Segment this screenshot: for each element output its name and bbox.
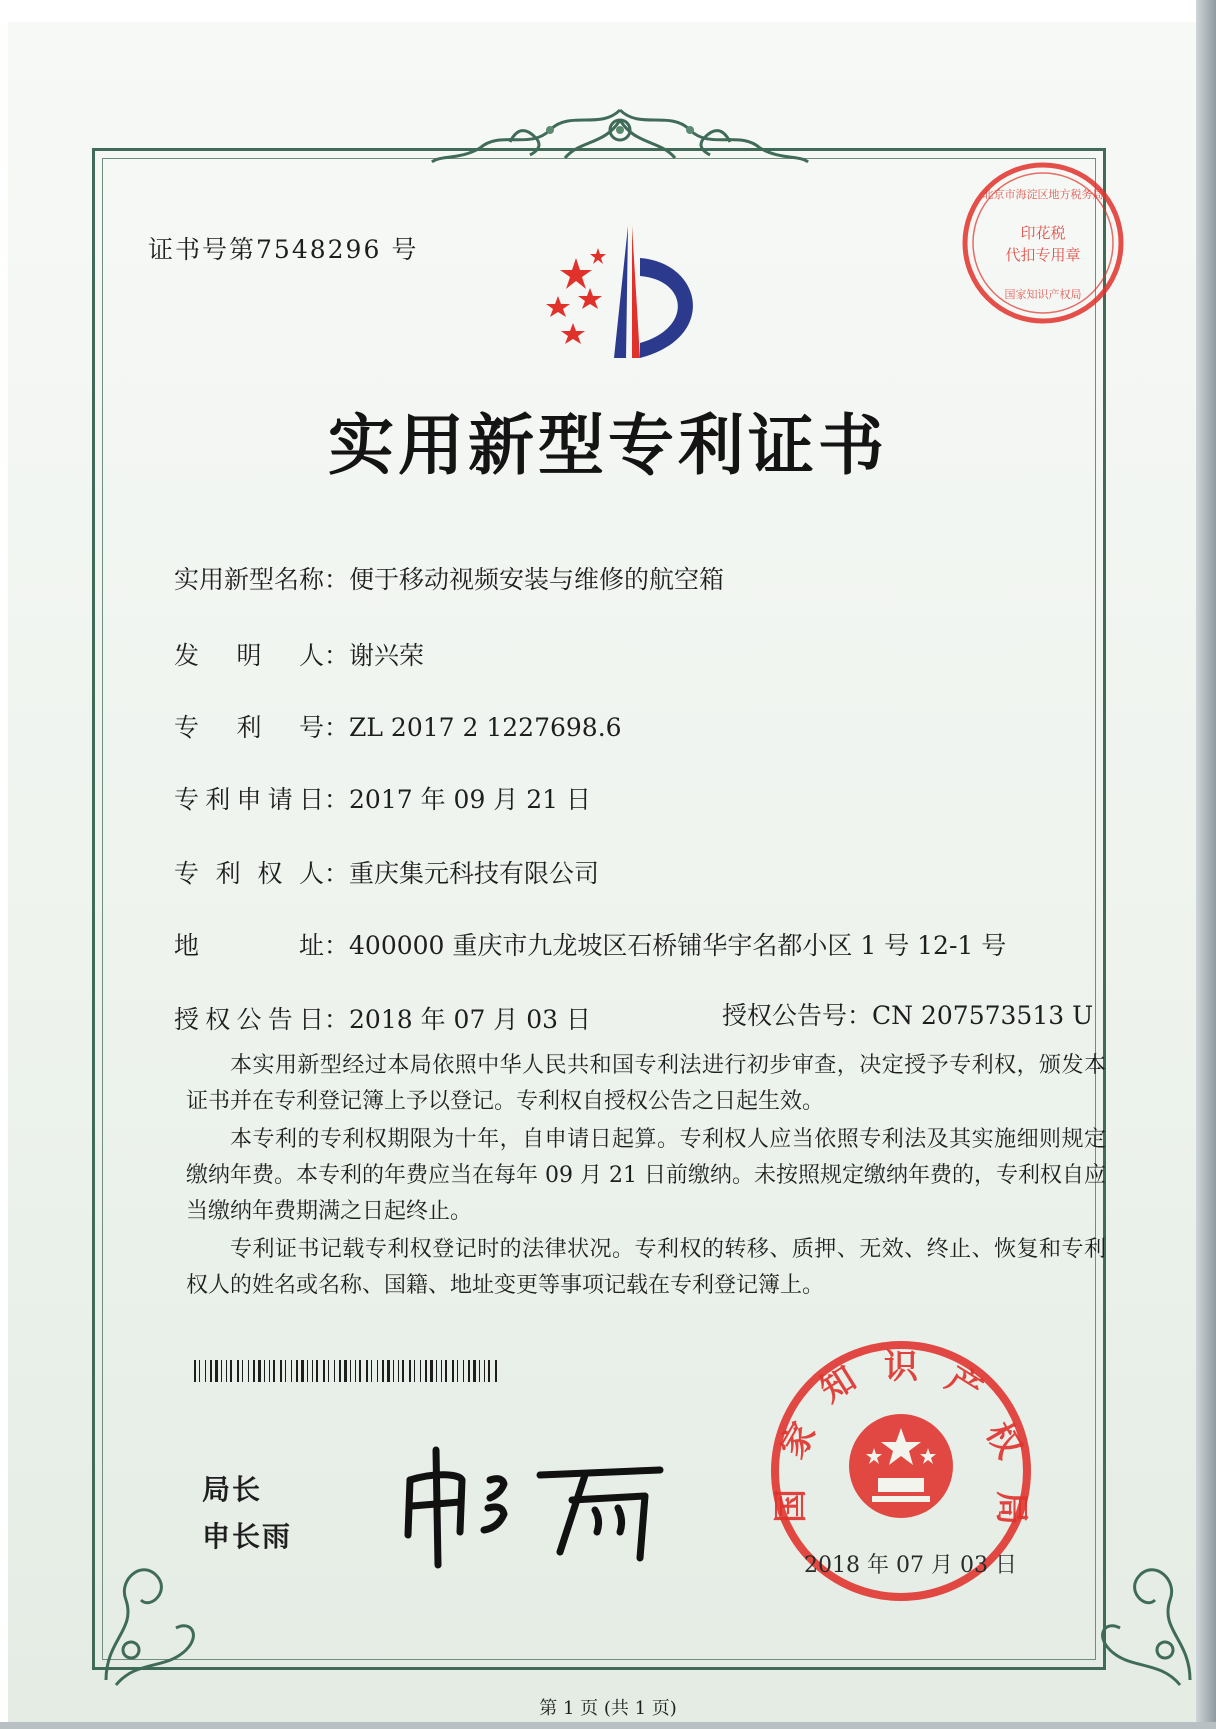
field-label: 实用新型名称 [174, 565, 325, 594]
field-label: 授权公告日 [174, 1005, 324, 1034]
barcode-icon [194, 1360, 504, 1382]
field-value: 重庆集元科技有限公司 [349, 859, 600, 888]
body-paragraph-2: 本专利的专利权期限为十年，自申请日起算。专利权人应当依照专利法及其实施细则规定缴纳年费。本专利的年费应当在每年 09 月 21 日前缴纳。未按照规定缴纳年费的，专利权自应当缴纳年费期满之日起终止。 [186, 1127, 1106, 1224]
field-grant-number: 授权公告号：CN 207573513 U [722, 996, 1093, 1032]
svg-text:家: 家 [772, 1415, 825, 1466]
svg-text:产: 产 [938, 1358, 989, 1411]
director-name: 申长雨 [202, 1520, 293, 1553]
svg-text:知: 知 [813, 1358, 864, 1411]
svg-text:国: 国 [771, 1489, 811, 1523]
corner-ornament-icon [96, 1540, 216, 1690]
page-number: 第 1 页 (共 1 页) [539, 1698, 677, 1719]
tax-seal-stamp [958, 158, 1128, 328]
field-label: 地址 [174, 931, 324, 960]
scan-edge-right [1196, 0, 1216, 1729]
field-value: ZL 2017 2 1227698.6 [349, 713, 622, 742]
svg-text:识: 识 [884, 1347, 918, 1387]
field-label: 专利申请日 [174, 785, 324, 814]
field-utility-model-name: 实用新型名称：便于移动视频安装与维修的航空箱 [174, 560, 724, 596]
field-label: 专利号 [174, 713, 324, 742]
svg-text:权: 权 [977, 1415, 1030, 1466]
field-value: 便于移动视频安装与维修的航空箱 [349, 565, 725, 594]
field-label: 发明人 [174, 641, 324, 670]
svg-text:印花税: 印花税 [1020, 224, 1066, 242]
svg-text:局: 局 [991, 1491, 1031, 1525]
field-label: 专利权人 [174, 859, 324, 888]
top-ornament-icon [430, 100, 810, 180]
field-value: 400000 重庆市九龙坡区石桥铺华宇名都小区 1 号 12-1 号 [349, 931, 1007, 960]
scan-edge-bottom [0, 1722, 1216, 1729]
svg-text:代扣专用章: 代扣专用章 [1005, 246, 1081, 264]
field-value: 2017 年 09 月 21 日 [349, 785, 591, 814]
certificate-title: 实用新型专利证书 [328, 406, 888, 484]
field-patentee: 专利权人：重庆集元科技有限公司 [174, 854, 599, 890]
director-signature [390, 1440, 680, 1570]
seal-date: 2018 年 07 月 03 日 [804, 1553, 1017, 1578]
cnipa-logo-icon [528, 218, 728, 368]
director-title: 局长 [202, 1473, 263, 1506]
field-value: 2018 年 07 月 03 日 [349, 1005, 591, 1034]
corner-ornament-icon [1080, 1540, 1200, 1690]
field-patent-number: 专利号：ZL 2017 2 1227698.6 [174, 708, 622, 744]
svg-text:国家知识产权局: 国家知识产权局 [1004, 288, 1082, 301]
field-address: 地址：400000 重庆市九龙坡区石桥铺华宇名都小区 1 号 12-1 号 [174, 926, 1006, 962]
body-paragraph-1: 本实用新型经过本局依照中华人民共和国专利法进行初步审查，决定授予专利权，颁发本证书并在专利登记簿上予以登记。专利权自授权公告之日起生效。 [186, 1053, 1106, 1114]
certificate-number: 证书号第7548296 号 [148, 235, 419, 264]
svg-text:北京市海淀区地方税务局: 北京市海淀区地方税务局 [982, 188, 1104, 201]
field-inventor: 发明人：谢兴荣 [174, 636, 424, 672]
field-value: CN 207573513 U [872, 1001, 1094, 1030]
field-grant-date: 授权公告日：2018 年 07 月 03 日 [174, 1000, 591, 1036]
field-filing-date: 专利申请日：2017 年 09 月 21 日 [174, 780, 591, 816]
body-paragraph-3: 专利证书记载专利权登记时的法律状况。专利权的转移、质押、无效、终止、恢复和专利权人的姓名或名称、国籍、地址变更等事项记载在专利登记簿上。 [186, 1237, 1106, 1298]
field-label: 授权公告号 [722, 1001, 848, 1030]
field-value: 谢兴荣 [349, 641, 425, 670]
